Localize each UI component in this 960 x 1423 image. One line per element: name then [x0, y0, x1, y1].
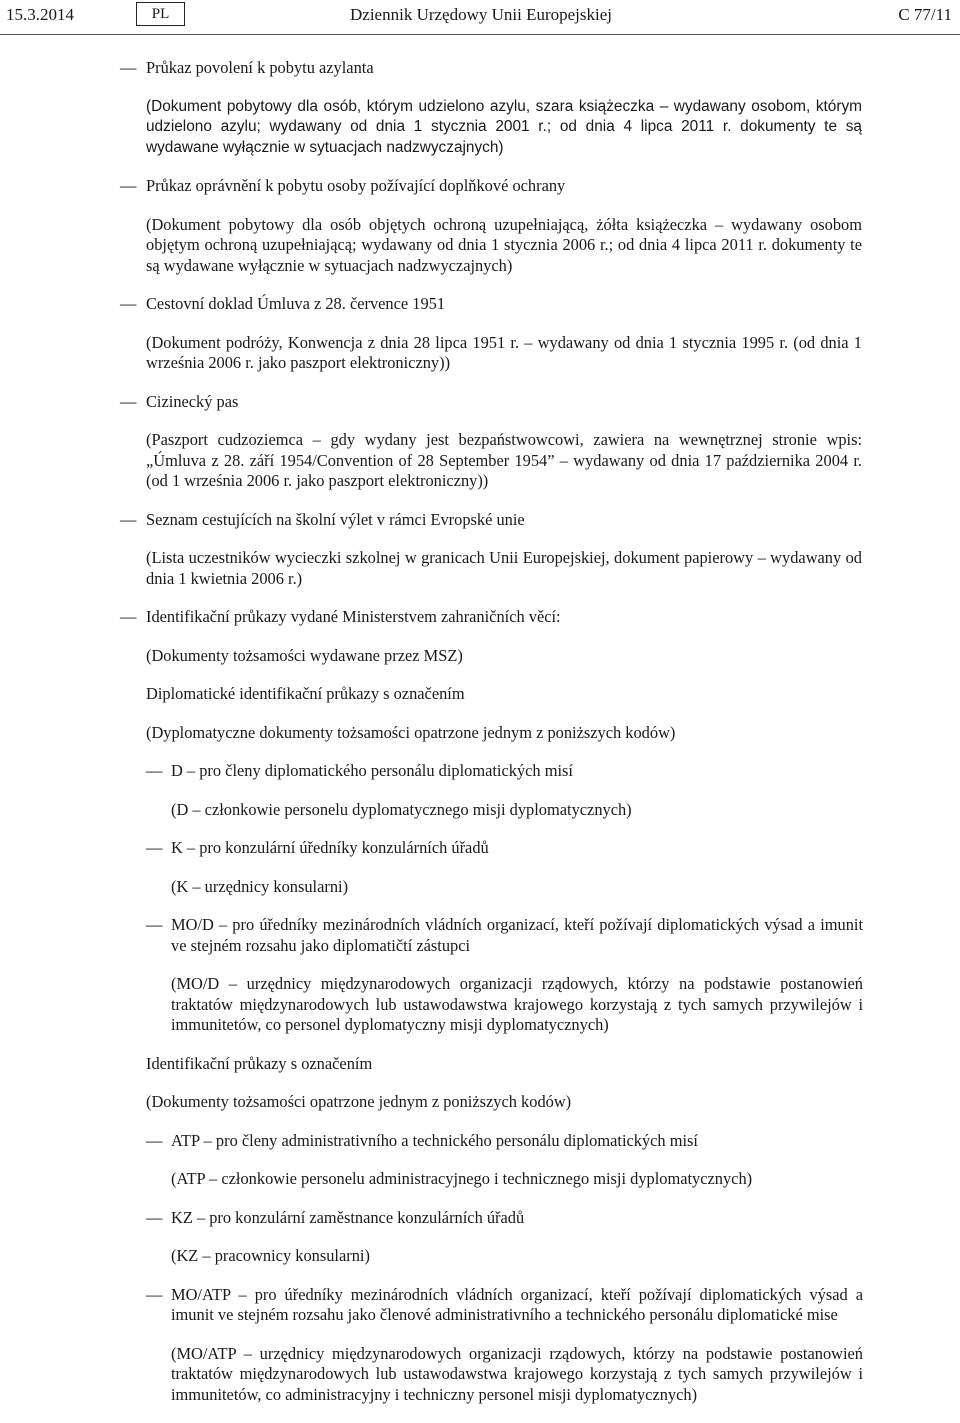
- language-badge: PL: [136, 2, 185, 26]
- list-item: [0, 1285, 960, 1326]
- list-dash: —: [146, 838, 163, 857]
- paragraph: [0, 877, 960, 898]
- paragraph-text: (Dyplomatyczne dokumenty tożsamości opatrzone jednym z poniższych kodów): [146, 722, 676, 742]
- list-item: [0, 1131, 960, 1152]
- list-item: [0, 838, 960, 859]
- list-item: [0, 1208, 960, 1229]
- list-dash: —: [120, 391, 137, 411]
- journal-reference: C 77/11: [898, 5, 952, 24]
- list-item: [0, 761, 960, 782]
- paragraph-text: Identifikační průkazy s označením: [146, 1053, 373, 1073]
- list-item-text: Seznam cestujících na školní výlet v rámci Evropské unie: [146, 509, 525, 529]
- list-item-text: MO/ATP – pro úředníky mezinárodních vládních organizací, kteří požívají diplomatických výsad a imunit ve stejném rozsahu jako členové administrativního a technického personálu diplomatické mise: [171, 1284, 863, 1324]
- paragraph: [0, 548, 960, 589]
- list-item: [0, 392, 960, 413]
- list-dash: —: [120, 509, 137, 529]
- paragraph: [0, 97, 960, 159]
- list-item: [0, 58, 960, 79]
- list-dash: —: [146, 761, 163, 780]
- paragraph: [0, 800, 960, 821]
- list-item-text: Cestovní doklad Úmluva z 28. července 1951: [146, 294, 446, 313]
- paragraph: [0, 684, 960, 705]
- list-item-text: MO/D – pro úředníky mezinárodních vládních organizací, kteří požívají diplomatických výsad a imunit ve stejném rozsahu jako diplomatičtí zástupci: [171, 915, 863, 955]
- list-item-text: D – pro členy diplomatického personálu diplomatických misí: [171, 761, 573, 780]
- list-item-text: Průkaz povolení k pobytu azylanta: [146, 58, 374, 77]
- page-header: [0, 0, 960, 36]
- list-dash: —: [146, 1130, 163, 1150]
- list-item: [0, 915, 960, 956]
- paragraph: [0, 215, 960, 277]
- list-item-text: Průkaz oprávnění k pobytu osoby požívající doplňkové ochrany: [146, 176, 566, 195]
- list-item-text: KZ – pro konzulární zaměstnance konzulárních úřadů: [171, 1207, 525, 1227]
- publication-date: 15.3.2014: [6, 5, 74, 24]
- document-body: [0, 58, 960, 1423]
- list-dash: —: [120, 607, 137, 626]
- paragraph-text: Diplomatické identifikační průkazy s označením: [146, 684, 465, 703]
- paragraph-text: (Dokument pobytowy dla osób, którym udzielono azylu, szara książeczka – wydawany osobom, którym udzielono azylu; wydawany od dnia 1 stycznia 2001 r.; od dnia 4 lipca 2011 r. dokumenty te są wydawane wyłącznie w sytuacjach nadzwyczajnych): [146, 97, 862, 156]
- paragraph-text: (Paszport cudzoziemca – gdy wydany jest bezpaństwowcowi, zawiera na wewnętrznej stronie wpis: „Úmluva z 28. září 1954/Convention of 28 September 1954” – wydawany od dnia 17 października 2004 r. (od 1 września 2006 r. jako paszport elektroniczny)): [146, 430, 862, 490]
- paragraph: [0, 1246, 960, 1267]
- list-dash: —: [120, 176, 137, 195]
- paragraph-text: (Dokumenty tożsamości opatrzone jednym z poniższych kodów): [146, 1092, 572, 1111]
- list-dash: —: [120, 294, 137, 313]
- list-item: [0, 510, 960, 531]
- paragraph-text: (Dokument podróży, Konwencja z dnia 28 lipca 1951 r. – wydawany od dnia 1 stycznia 1995 r. (od dnia 1 września 2006 r. jako paszport elektroniczny)): [146, 332, 862, 372]
- list-item-text: ATP – pro členy administrativního a technického personálu diplomatických misí: [171, 1130, 698, 1150]
- list-dash: —: [120, 58, 137, 77]
- journal-title: Dziennik Urzędowy Unii Europejskiej: [350, 5, 613, 24]
- paragraph-text: (KZ – pracownicy konsularni): [171, 1246, 370, 1265]
- list-item: [0, 176, 960, 197]
- paragraph: [0, 1169, 960, 1190]
- list-dash: —: [146, 1207, 163, 1227]
- paragraph-text: (MO/D – urzędnicy międzynarodowych organizacji rządowych, którzy na podstawie postanowień traktatów międzynarodowych lub ustawodawstwa krajowego korzystają z tych samych przywilejów i immunitetów, co personel dyplomatyczny misji dyplomatycznych): [171, 974, 863, 1034]
- paragraph: [0, 430, 960, 492]
- paragraph-text: (Lista uczestników wycieczki szkolnej w granicach Unii Europejskiej, dokument papierowy – wydawany od dnia 1 kwietnia 2006 r.): [146, 548, 862, 588]
- paragraph: [0, 974, 960, 1036]
- list-dash: —: [146, 1284, 163, 1304]
- paragraph-text: (MO/ATP – urzędnicy międzynarodowych organizacji rządowych, którzy na podstawie postanowień traktatów międzynarodowych lub ustawodawstwa krajowego korzystają z tych samych przywilejów i immunitetów, co administracyjny i techniczny personel misji dyplomatycznych): [171, 1343, 863, 1404]
- list-dash: —: [146, 915, 163, 934]
- header-divider: [0, 34, 960, 35]
- paragraph-text: (ATP – członkowie personelu administracyjnego i technicznego misji dyplomatycznych): [171, 1169, 753, 1188]
- paragraph: [0, 1344, 960, 1406]
- paragraph-text: (K – urzędnicy konsularni): [171, 876, 349, 896]
- paragraph: [0, 333, 960, 374]
- list-item-text: Cizinecký pas: [146, 391, 239, 411]
- paragraph: [0, 1054, 960, 1075]
- list-item-text: Identifikační průkazy vydané Ministerstvem zahraničních věcí:: [146, 607, 561, 626]
- paragraph: [0, 1092, 960, 1113]
- paragraph: [0, 723, 960, 744]
- list-item: [0, 294, 960, 315]
- paragraph-text: (Dokument pobytowy dla osób objętych ochroną uzupełniającą, żółta książeczka – wydawany osobom objętym ochroną uzupełniającą; wydawany od dnia 1 stycznia 2006 r.; od dnia 4 lipca 2011 r. dokumenty te są wydawane wyłącznie w sytuacjach nadzwyczajnych): [146, 214, 862, 275]
- list-item: [0, 607, 960, 628]
- paragraph-text: (D – członkowie personelu dyplomatycznego misji dyplomatycznych): [171, 799, 632, 819]
- paragraph: [0, 646, 960, 667]
- paragraph-text: (Dokumenty tożsamości wydawane przez MSZ): [146, 645, 463, 665]
- list-item-text: K – pro konzulární úředníky konzulárních úřadů: [171, 838, 489, 857]
